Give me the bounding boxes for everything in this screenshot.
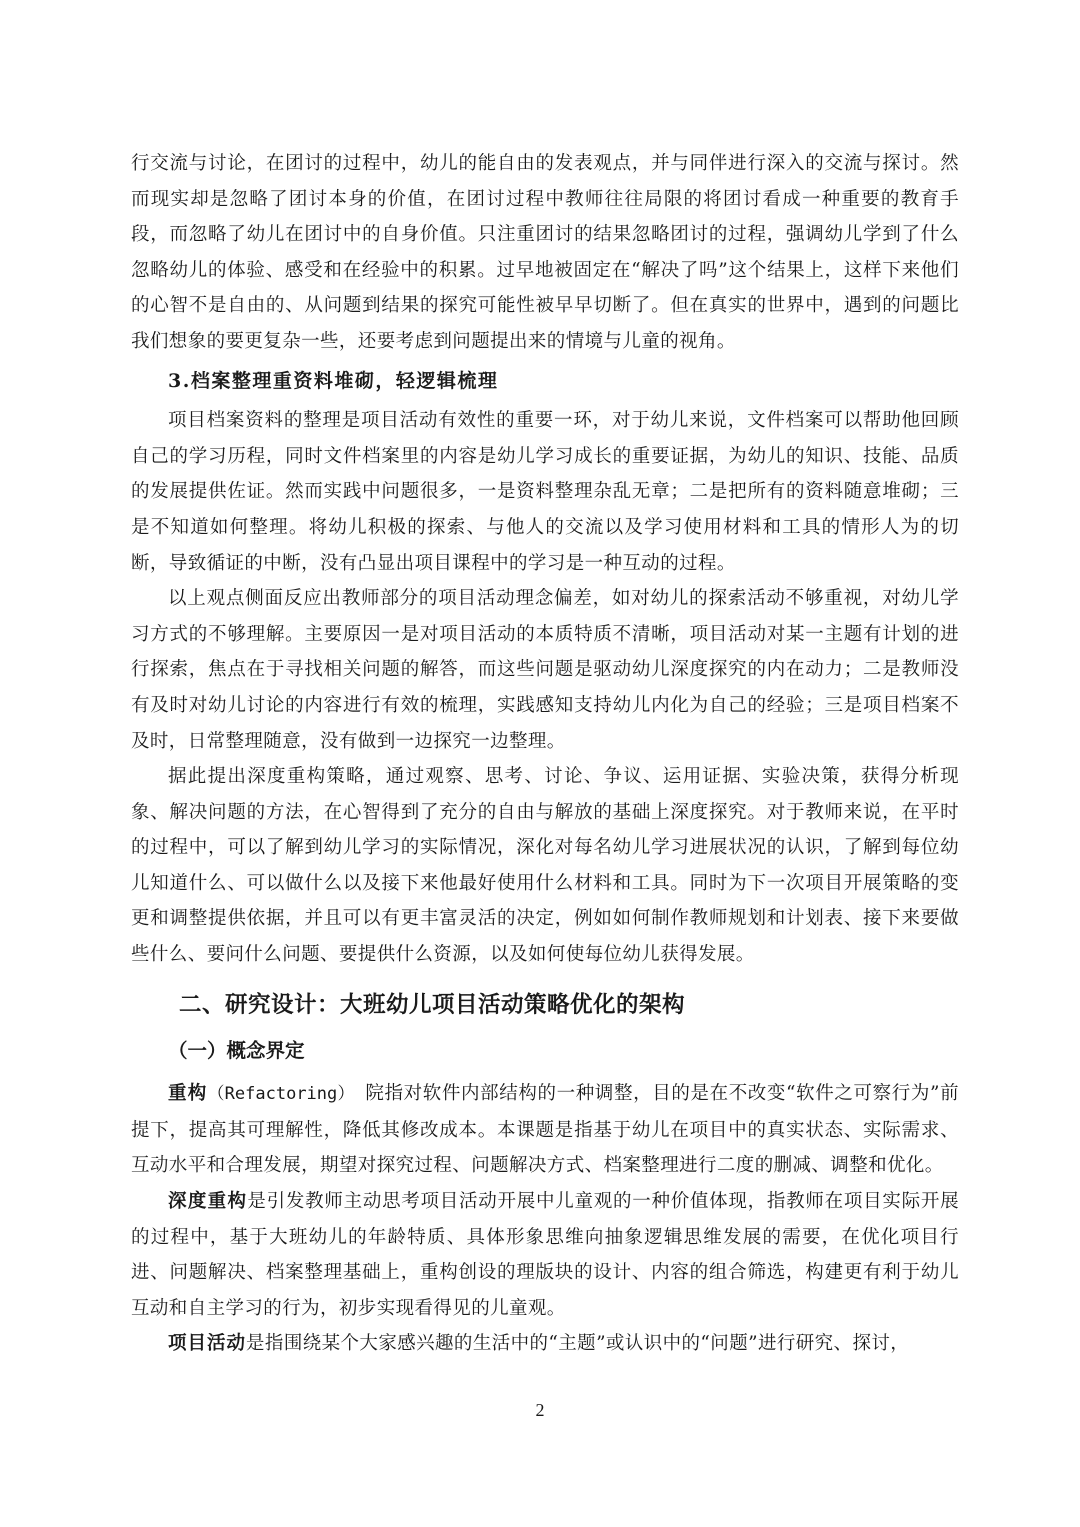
- document-page: [131, 146, 959, 1362]
- section-heading-research-design: 二、研究设计：大班幼儿项目活动策略优化的架构: [179, 991, 686, 1018]
- term-project-activity: 项目活动: [168, 1333, 247, 1355]
- paragraph-strategy: 据此提出深度重构策略，通过观察、思考、讨论、争议、运用证据、实验决策，获得分析现象、解决问题的方法，在心智得到了充分的自由与解放的基础上深度探究。对于教师来说，在平时的过程中，可以了解到幼儿学习的实际情况，深化对每名幼儿学习进展状况的认识，了解到每位幼儿知道什么、可以做什么以及接下来他最好使用什么材料和工具。同时为下一次项目开展策略的变更和调整提供依据，并且可以有更丰富灵活的决定，例如如何制作教师规划和计划表、接下来要做些什么、要问什么问题、要提供什么资源，以及如何使每位幼儿获得发展。: [131, 766, 959, 966]
- definition-refactoring-text: 院指对软件内部结构的一种调整，目的是在不改变“软件之可察行为”前提下，提高其可理解性，降低其修改成本。本课题是指基于幼儿在项目中的真实状态、实际需求、互动水平和合理发展，期望对探究过程、问题解决方式、档案整理进行二度的删减、调整和优化。: [131, 1083, 959, 1177]
- paragraph-definition-deep-refactoring: [131, 1184, 959, 1326]
- paragraph-definition-project-activity: [131, 1326, 959, 1362]
- term-deep-refactoring: 深度重构: [168, 1191, 248, 1213]
- definition-project-activity-text: 是指围绕某个大家感兴趣的生活中的“主题”或认识中的“问题”进行研究、探讨，: [246, 1333, 910, 1355]
- paragraph-definition-refactoring: [131, 1076, 959, 1184]
- term-refactoring: 重构: [168, 1083, 208, 1105]
- subheading-archive: 3.档案整理重资料堆砌，轻逻辑梳理: [168, 369, 499, 392]
- paragraph-archive: 项目档案资料的整理是项目活动有效性的重要一环，对于幼儿来说，文件档案可以帮助他回顾自己的学习历程，同时文件档案里的内容是幼儿学习成长的重要证据，为幼儿的知识、技能、品质的发展提供佐证。然而实践中问题很多，一是资料整理杂乱无章；二是把所有的资料随意堆砌；三是不知道如何整理。将幼儿积极的探索、与他人的交流以及学习使用材料和工具的情形人为的切断，导致循证的中断，没有凸显出项目课程中的学习是一种互动的过程。: [131, 410, 959, 574]
- subsection-heading-concepts: （一）概念界定: [168, 1038, 305, 1062]
- page-number: 2: [535, 1400, 545, 1420]
- definition-deep-refactoring-text: 是引发教师主动思考项目活动开展中儿童观的一种价值体现，指教师在项目实际开展的过程中，基于大班幼儿的年龄特质、具体形象思维向抽象逻辑思维发展的需要，在优化项目行进、问题解决、档案整理基础上，重构创设的理版块的设计、内容的组合筛选，构建更有利于幼儿互动和自主学习的行为，初步实现看得见的儿童观。: [131, 1191, 959, 1319]
- term-refactoring-english: （Refactoring）: [207, 1084, 347, 1105]
- paragraph-reasons: 以上观点侧面反应出教师部分的项目活动理念偏差，如对幼儿的探索活动不够重视，对幼儿学习方式的不够理解。主要原因一是对项目活动的本质特质不清晰，项目活动对某一主题有计划的进行探索，焦点在于寻找相关问题的解答，而这些问题是驱动幼儿深度探究的内在动力；二是教师没有及时对幼儿讨论的内容进行有效的梳理，实践感知支持幼儿内化为自己的经验；三是项目档案不及时，日常整理随意，没有做到一边探究一边整理。: [131, 588, 959, 752]
- paragraph-group-discussion: 行交流与讨论，在团讨的过程中，幼儿的能自由的发表观点，并与同伴进行深入的交流与探讨。然而现实却是忽略了团讨本身的价值，在团讨过程中教师往往局限的将团讨看成一种重要的教育手段，而忽略了幼儿在团讨中的自身价值。只注重团讨的结果忽略团讨的过程，强调幼儿学到了什么忽略幼儿的体验、感受和在经验中的积累。过早地被固定在“解决了吗”这个结果上，这样下来他们的心智不是自由的、从问题到结果的探究可能性被早早切断了。但在真实的世界中，遇到的问题比我们想象的要更复杂一些，还要考虑到问题提出来的情境与儿童的视角。: [131, 153, 959, 352]
